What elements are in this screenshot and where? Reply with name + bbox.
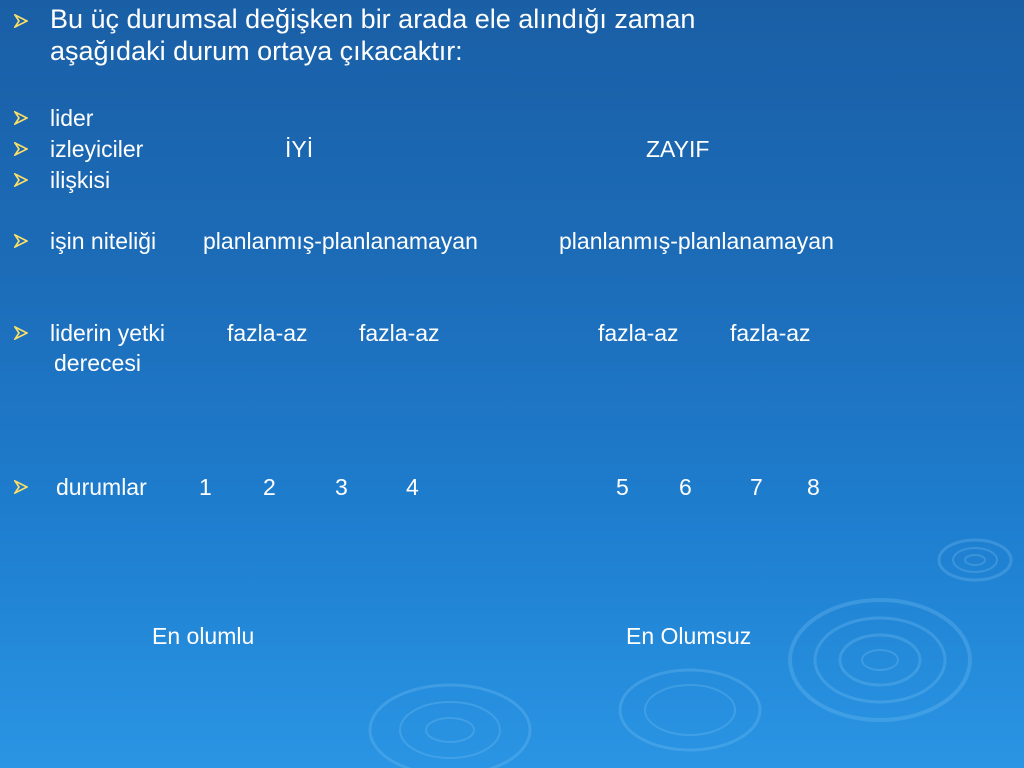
lider-label: lider bbox=[50, 105, 94, 131]
arrow-bullet-icon bbox=[14, 173, 28, 187]
fazla-az-value-1: fazla-az bbox=[227, 320, 308, 346]
fazla-az-value-4: fazla-az bbox=[730, 320, 811, 346]
zayif-header: ZAYIF bbox=[646, 136, 710, 162]
situation-number: 2 bbox=[263, 474, 276, 500]
situation-number: 4 bbox=[406, 474, 419, 500]
situation-number: 8 bbox=[807, 474, 820, 500]
intro-text-line-2: aşağıdaki durum ortaya çıkacaktır: bbox=[50, 36, 463, 66]
fazla-az-value-2: fazla-az bbox=[359, 320, 440, 346]
situation-number: 3 bbox=[335, 474, 348, 500]
liderin-yetki-label: liderin yetki bbox=[50, 320, 166, 346]
intro-text-line-1: Bu üç durumsal değişken bir arada ele alındığı zaman bbox=[50, 4, 696, 34]
arrow-bullet-icon bbox=[14, 111, 28, 125]
planlanmis-value-1: planlanmış-planlanamayan bbox=[203, 228, 478, 254]
arrow-bullet-icon bbox=[14, 326, 28, 340]
iliskisi-label: ilişkisi bbox=[50, 167, 111, 193]
isin-niteligi-label: işin niteliği bbox=[50, 228, 157, 254]
arrow-bullet-icon bbox=[14, 234, 28, 248]
situation-number: 1 bbox=[199, 474, 212, 500]
planlanmis-value-2: planlanmış-planlanamayan bbox=[559, 228, 834, 254]
situation-number: 6 bbox=[679, 474, 692, 500]
arrow-bullet-icon bbox=[14, 14, 28, 28]
arrow-bullet-icon bbox=[14, 480, 28, 494]
en-olumsuz-label: En Olumsuz bbox=[626, 623, 752, 649]
fazla-az-value-3: fazla-az bbox=[598, 320, 679, 346]
iyi-header: İYİ bbox=[285, 136, 314, 162]
derecesi-label: derecesi bbox=[54, 350, 141, 376]
situation-number: 5 bbox=[616, 474, 629, 500]
en-olumlu-label: En olumlu bbox=[152, 623, 255, 649]
arrow-bullet-icon bbox=[14, 142, 28, 156]
durumlar-label: durumlar bbox=[56, 474, 147, 500]
situation-number: 7 bbox=[750, 474, 763, 500]
izleyiciler-label: izleyiciler bbox=[50, 136, 144, 162]
